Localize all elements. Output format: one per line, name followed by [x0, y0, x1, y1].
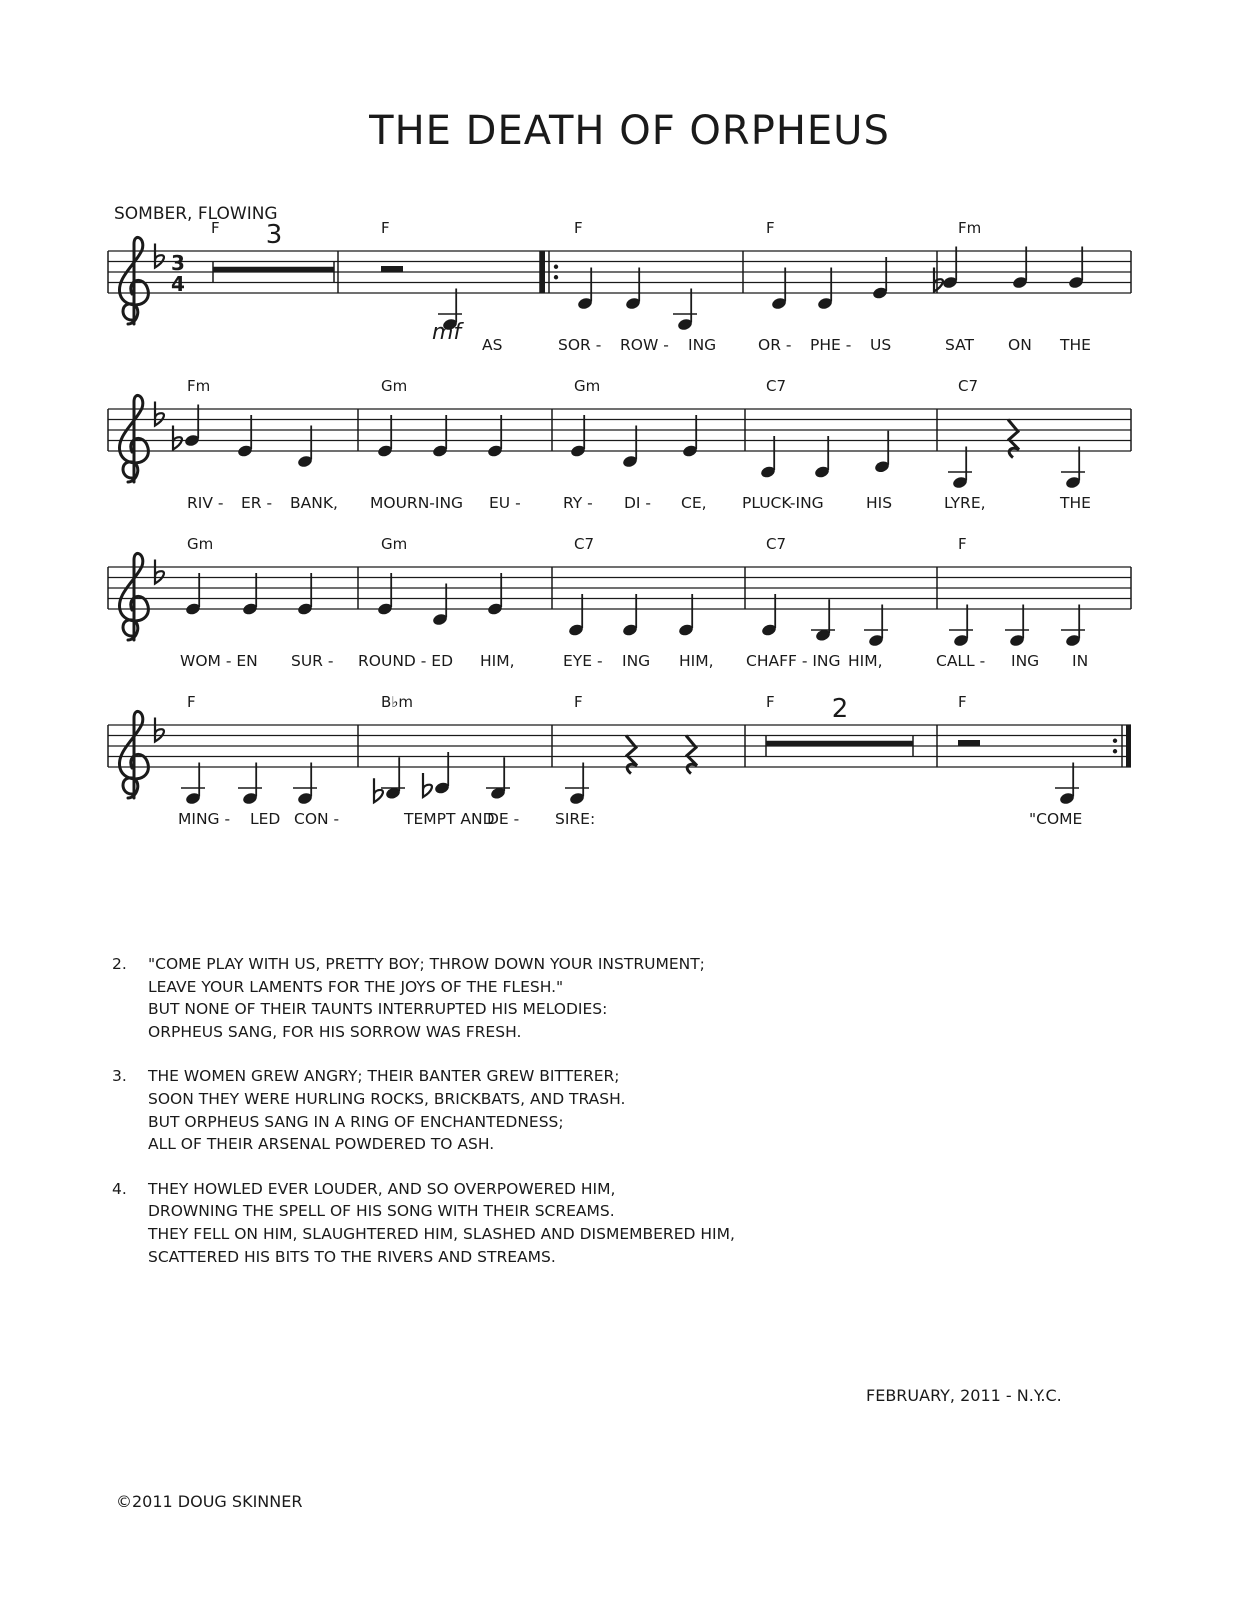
verse-number: 2. — [112, 955, 127, 973]
verse-line: "COME PLAY WITH US, PRETTY BOY; THROW DOWN YOUR INSTRUMENT; — [148, 955, 705, 973]
verse-number: 3. — [112, 1067, 127, 1086]
chord-symbol: F — [766, 219, 775, 237]
verse-lines — [148, 1178, 735, 1268]
quarter-note — [622, 426, 639, 469]
quarter-note — [377, 573, 394, 616]
chord-symbol: B♭m — [381, 693, 413, 711]
verse-line: THEY FELL ON HIM, SLAUGHTERED HIM, SLASHED AND DISMEMBERED HIM, — [148, 1224, 735, 1243]
verse-line: THE WOMEN GREW ANGRY; THEIR BANTER GREW BITTERER; — [148, 1067, 620, 1086]
quarter-note — [434, 752, 451, 795]
chord-symbol: F — [187, 693, 196, 711]
chord-symbol: F — [211, 219, 220, 237]
lyric-syllable: ING — [688, 336, 717, 354]
lyric-syllable: HIM, — [848, 652, 883, 670]
quarter-note — [673, 289, 697, 332]
key-signature-flat-icon — [155, 718, 164, 742]
quarter-rest-icon — [686, 736, 697, 774]
quarter-note — [377, 415, 394, 458]
key-signature-flat-icon — [155, 560, 164, 584]
lyric-syllable: ON — [1008, 336, 1032, 354]
lyric-syllable: ROUND - ED — [358, 652, 454, 670]
lyric-syllable: CON - — [294, 810, 340, 828]
chord-symbol: F — [958, 535, 967, 553]
key-signature-flat-icon — [155, 402, 164, 426]
time-signature-top: 3 — [171, 251, 185, 275]
quarter-note — [432, 415, 449, 458]
multirest-count: 3 — [265, 220, 283, 250]
quarter-note — [872, 257, 889, 300]
quarter-note — [565, 763, 589, 806]
chord-symbol: Gm — [187, 535, 214, 553]
lyric-syllable: THE — [1060, 336, 1091, 354]
lyric-syllable: SOR - — [558, 336, 602, 354]
lyric-syllable: RIV - — [187, 494, 224, 512]
quarter-note — [1005, 605, 1029, 648]
time-signature-bottom: 4 — [171, 272, 185, 296]
quarter-note — [242, 573, 259, 616]
lyric-syllable: ROW - — [620, 336, 669, 354]
quarter-note — [771, 268, 788, 311]
verses-section — [112, 953, 735, 1290]
quarter-rest-icon — [626, 736, 637, 774]
quarter-note — [1068, 247, 1085, 290]
lyric-syllable: HIM, — [679, 652, 714, 670]
verse-line: ORPHEUS SANG, FOR HIS SORROW WAS FRESH. — [148, 1022, 522, 1041]
lyric-syllable: SIRE: — [555, 810, 596, 828]
copyright-notice: ©2011 DOUG SKINNER — [116, 1492, 303, 1511]
chord-symbol: C7 — [958, 377, 979, 395]
page-title: THE DEATH OF ORPHEUS — [369, 108, 890, 154]
key-signature-flat-icon — [155, 244, 164, 268]
verse-4 — [112, 1178, 735, 1268]
lyric-syllable: ER - — [241, 494, 273, 512]
lyric-syllable: PLUCK-ING — [742, 494, 824, 512]
quarter-note — [864, 605, 888, 648]
verse-line: DROWNING THE SPELL OF HIS SONG WITH THEIR SCREAMS. — [148, 1202, 615, 1221]
chord-symbol: Gm — [381, 535, 408, 553]
quarter-note — [568, 594, 585, 637]
lyric-syllable: EYE - — [563, 652, 603, 670]
quarter-note — [381, 757, 405, 800]
flat-icon — [374, 778, 383, 802]
quarter-note — [814, 436, 831, 479]
lyric-syllable: AS — [482, 336, 503, 354]
quarter-note — [570, 415, 587, 458]
quarter-note — [184, 405, 201, 448]
lyric-syllable: DE - — [487, 810, 520, 828]
flat-icon — [423, 773, 432, 797]
flat-icon — [934, 268, 943, 292]
verse-number: 4. — [112, 1179, 127, 1198]
lyric-syllable: TEMPT AND — [404, 810, 495, 828]
dynamic-marking: mf — [432, 320, 462, 345]
quarter-note — [1055, 763, 1079, 806]
whole-rest-icon — [213, 267, 334, 272]
staff-system-1 — [108, 219, 1131, 354]
lyric-syllable: MING - — [178, 810, 231, 828]
lyric-syllable: WOM - EN — [180, 652, 258, 670]
verse-lines — [148, 1065, 625, 1155]
verse-line: LEAVE YOUR LAMENTS FOR THE JOYS OF THE FLESH." — [148, 977, 564, 996]
quarter-note — [297, 426, 314, 469]
lyric-syllable: CALL - — [936, 652, 986, 670]
quarter-note — [625, 268, 642, 311]
quarter-note — [942, 247, 959, 290]
lyric-syllable: SUR - — [291, 652, 334, 670]
quarter-note — [1061, 605, 1085, 648]
flat-icon — [173, 426, 182, 450]
lyric-syllable: HIS — [866, 494, 893, 512]
dateline: FEBRUARY, 2011 - N.Y.C. — [866, 1386, 1062, 1405]
lyric-syllable: CE, — [681, 494, 707, 512]
lyric-syllable: HIM, — [480, 652, 515, 670]
chord-symbol: F — [766, 693, 775, 711]
quarter-note — [760, 436, 777, 479]
lyric-syllable: ING — [622, 652, 651, 670]
quarter-note — [1012, 247, 1029, 290]
quarter-note — [678, 594, 695, 637]
verse-line: BUT ORPHEUS SANG IN A RING OF ENCHANTEDNESS; — [148, 1112, 564, 1131]
lyric-syllable: OR - — [758, 336, 792, 354]
whole-rest-icon — [766, 741, 913, 746]
quarter-note — [949, 605, 973, 648]
quarter-note — [487, 415, 504, 458]
lyric-syllable: ING — [1011, 652, 1040, 670]
quarter-note — [761, 594, 778, 637]
lyric-syllable: SAT — [945, 336, 974, 354]
lyric-syllable: "COME — [1029, 810, 1083, 828]
chord-symbol: Gm — [574, 377, 601, 395]
verse-line: ALL OF THEIR ARSENAL POWDERED TO ASH. — [148, 1135, 495, 1154]
lyric-syllable: EU - — [489, 494, 521, 512]
verse-2 — [112, 953, 735, 1043]
verse-line: SOON THEY WERE HURLING ROCKS, BRICKBATS, AND TRASH. — [148, 1089, 626, 1108]
half-rest-icon — [381, 266, 403, 272]
quarter-note — [185, 573, 202, 616]
lyric-syllable: IN — [1072, 652, 1089, 670]
quarter-note — [297, 573, 314, 616]
quarter-rest-icon — [1008, 420, 1019, 458]
staff-system-3 — [108, 535, 1131, 670]
chord-symbol: F — [958, 693, 967, 711]
chord-symbol: F — [381, 219, 390, 237]
quarter-note — [817, 268, 834, 311]
staff-system-2 — [108, 377, 1131, 512]
multirest-count: 2 — [831, 694, 849, 724]
lyric-syllable: CHAFF - ING — [746, 652, 841, 670]
quarter-note — [293, 763, 317, 806]
lyric-syllable: LYRE, — [944, 494, 986, 512]
lyric-syllable: US — [870, 336, 892, 354]
lyric-syllable: BANK, — [290, 494, 338, 512]
quarter-note — [181, 763, 205, 806]
chord-symbol: Gm — [381, 377, 408, 395]
verse-line: SCATTERED HIS BITS TO THE RIVERS AND STREAMS. — [148, 1247, 556, 1266]
verse-line: BUT NONE OF THEIR TAUNTS INTERRUPTED HIS MELODIES: — [148, 1000, 608, 1019]
lyric-syllable: DI - — [624, 494, 652, 512]
tempo-marking: SOMBER, FLOWING — [114, 204, 278, 224]
chord-symbol: F — [574, 693, 583, 711]
quarter-note — [682, 415, 699, 458]
chord-symbol: Fm — [958, 219, 982, 237]
lyric-syllable: RY - — [563, 494, 593, 512]
chord-symbol: C7 — [766, 535, 787, 553]
lyric-syllable: THE — [1060, 494, 1091, 512]
quarter-note — [622, 594, 639, 637]
verse-lines — [148, 953, 705, 1043]
lyric-syllable: LED — [250, 810, 281, 828]
quarter-note — [486, 757, 510, 800]
chord-symbol: F — [574, 219, 583, 237]
quarter-note — [811, 599, 835, 642]
quarter-note — [948, 447, 972, 490]
quarter-note — [237, 415, 254, 458]
quarter-note — [577, 268, 594, 311]
quarter-note — [432, 584, 449, 627]
chord-symbol: C7 — [766, 377, 787, 395]
chord-symbol: Fm — [187, 377, 211, 395]
staff-system-4 — [108, 693, 1131, 828]
quarter-note — [238, 763, 262, 806]
lyric-syllable: PHE - — [810, 336, 852, 354]
quarter-note — [874, 431, 891, 474]
lyric-syllable: MOURN-ING — [370, 494, 464, 512]
verse-3 — [112, 1065, 735, 1155]
quarter-note — [487, 573, 504, 616]
half-rest-icon — [958, 740, 980, 746]
verse-line: THEY HOWLED EVER LOUDER, AND SO OVERPOWERED HIM, — [148, 1179, 616, 1198]
chord-symbol: C7 — [574, 535, 595, 553]
quarter-note — [1061, 447, 1085, 490]
